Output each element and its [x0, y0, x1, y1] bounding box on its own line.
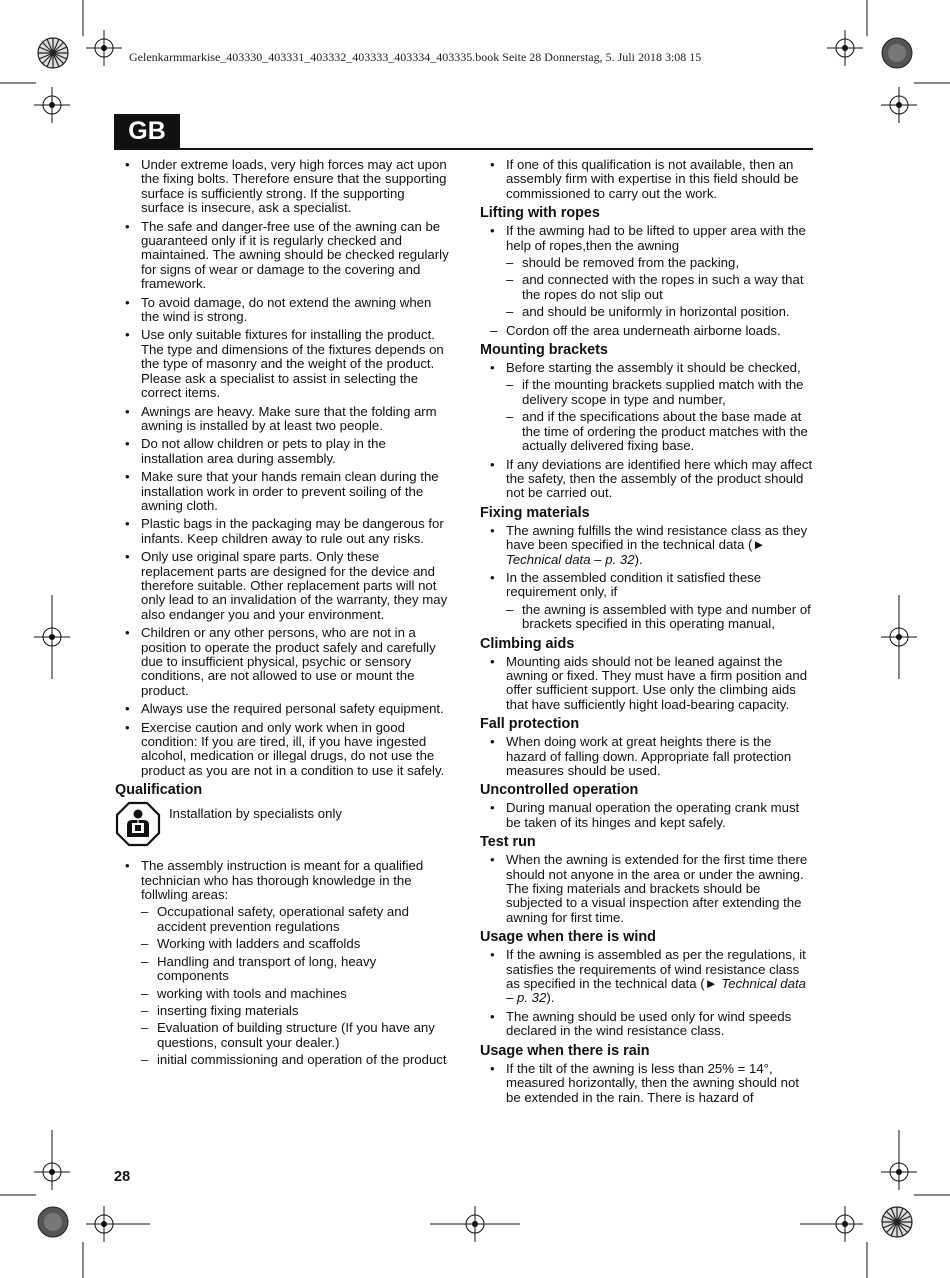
list-item: • The safe and danger-free use of the awning can be guaranteed only if it is regularly checked and maintained. The awning should be checked regularly for signs of wear or damage to the covering and framework.	[115, 220, 450, 292]
left-column	[115, 158, 450, 1072]
safety-list	[115, 158, 450, 778]
fixing-list	[480, 524, 814, 632]
list-item: – and connected with the ropes in such a way that the ropes do not slip out	[506, 273, 814, 302]
mounting-intro: Before starting the assembly it should be checked,	[506, 360, 801, 376]
uncontrolled-list	[480, 801, 814, 830]
fall-list	[480, 735, 814, 778]
arrow-right-icon: ►	[704, 976, 718, 992]
list-item: – Working with ladders and scaffolds	[141, 937, 450, 951]
test-run-list	[480, 853, 814, 925]
uncontrolled-heading: Uncontrolled operation	[480, 782, 639, 799]
arrow-right-icon: ►	[752, 537, 766, 553]
list-item: • Use only suitable fixtures for installing the product. The type and dimensions of the fixtures depends on the type of masonry and the weight of the product. Please ask a specialist to assist in selecting the correct items.	[115, 328, 450, 400]
fixing-text-end: ).	[634, 551, 643, 567]
list-item: • Make sure that your hands remain clean during the installation work in order to prevent soiling of the awning cloth.	[115, 470, 450, 513]
specialist-caption: Installation by specialists only	[169, 806, 342, 822]
rain-list	[480, 1062, 814, 1105]
technical-data-link[interactable]: Technical data – p. 32	[506, 976, 806, 1006]
technical-data-link[interactable]: Technical data – p. 32	[506, 551, 635, 567]
list-item: • Plastic bags in the packaging may be dangerous for infants. Keep children away to rule out any risks.	[115, 517, 450, 546]
lifting-intro: If the awming had to be lifted to upper area with the help of ropes,then the awning	[506, 223, 806, 253]
list-item: – working with tools and machines	[141, 987, 450, 1001]
test-run-heading: Test run	[480, 834, 536, 851]
list-item: • If the tilt of the awning is less than 25% = 14°, measured horizontally, then the awning should not be extended in the rain. There is hazard of	[480, 1062, 814, 1105]
list-item	[480, 524, 814, 567]
fixing-sub	[506, 603, 814, 632]
climbing-list	[480, 655, 814, 713]
print-header: Gelenkarmmarkise_403330_403331_403332_403333_403334_403335.book Seite 28 Donnerstag, 5. Juli 2018 3:08 15	[129, 50, 702, 64]
list-item: – inserting fixing materials	[141, 1004, 450, 1018]
header-rule	[114, 148, 813, 150]
fall-heading: Fall protection	[480, 716, 580, 733]
wind-list	[480, 948, 814, 1038]
list-item: • Only use original spare parts. Only these replacement parts are designed for the device and therefore suitable. Other replacement parts will not only lead to an invalidation of the warranty, they may also endanger you and your environment.	[115, 550, 450, 622]
qualification-notice	[115, 801, 450, 847]
cordon-list	[490, 324, 814, 338]
wind-text: If the awning is assembled as per the regulations, it satisfies the requirements of wind resistance class as specified in the technical data (	[506, 947, 806, 992]
list-item: • Do not allow children or pets to play in the installation area during assembly.	[115, 437, 450, 466]
mounting-list	[480, 361, 814, 501]
rain-heading: Usage when there is rain	[480, 1042, 650, 1059]
wind-text-end: ).	[546, 990, 555, 1006]
list-item	[115, 859, 450, 1067]
list-item: • To avoid damage, do not extend the awning when the wind is strong.	[115, 296, 450, 325]
list-item: – Handling and transport of long, heavy components	[141, 955, 450, 984]
qualification-list	[115, 859, 450, 1067]
wind-heading: Usage when there is wind	[480, 929, 656, 946]
fixing-text: The awning fulfills the wind resistance class as they have been specified in the technical data (	[506, 522, 808, 553]
list-item	[480, 948, 814, 1006]
list-item: • If any deviations are identified here which may affect the safety, then the assembly of the product should not be carried out.	[480, 458, 814, 501]
list-item: • Mounting aids should not be leaned against the awning or fixed. They must have a firm position and offer sufficient support. Use only the climbing aids that have sufficiently hight load-bearing capacity.	[480, 655, 814, 713]
mounting-checks	[506, 378, 814, 453]
list-item: – if the mounting brackets supplied match with the delivery scope in type and number,	[506, 378, 814, 407]
qualification-areas	[141, 905, 450, 1067]
lifting-heading: Lifting with ropes	[480, 205, 600, 222]
list-item: – should be removed from the packing,	[506, 256, 814, 270]
list-item: • If one of this qualification is not available, then an assembly firm with expertise in this field should be commissioned to carry out the work.	[480, 158, 814, 201]
lifting-list	[480, 224, 814, 319]
list-item: • When the awning is extended for the first time there should not anyone in the area or under the awning. The fixing materials and brackets should be subjected to a visual inspection after extending the awning for first time.	[480, 853, 814, 925]
list-item: • When doing work at great heights there is the hazard of falling down. Appropriate fall protection measures should be used.	[480, 735, 814, 778]
list-item	[480, 571, 814, 632]
language-tab: GB	[114, 114, 180, 148]
list-item: • Children or any other persons, who are not in a position to operate the product safely and carefully due to insufficient physical, psychic or sensory conditions, are not allowed to use or mount the product.	[115, 626, 450, 698]
list-item: – Evaluation of building structure (If you have any questions, consult your dealer.)	[141, 1021, 450, 1050]
climbing-heading: Climbing aids	[480, 635, 575, 652]
qualification-heading: Qualification	[115, 782, 203, 799]
list-item: – and if the specifications about the base made at the time of ordering the product matches with the actually delivered fixing base.	[506, 410, 814, 453]
mounting-heading: Mounting brackets	[480, 342, 608, 359]
page-number: 28	[114, 1169, 131, 1185]
list-item: • Always use the required personal safety equipment.	[115, 702, 450, 716]
list-item: – Cordon off the area underneath airborne loads.	[490, 324, 814, 338]
list-item: – initial commissioning and operation of the product	[141, 1053, 450, 1067]
right-column	[480, 158, 814, 1109]
list-item: • Exercise caution and only work when in good condition: If you are tired, ill, if you have ingested alcohol, medication or illegal drugs, do not use the product as you are not in a condition to use it safely.	[115, 721, 450, 779]
list-item: – Occupational safety, operational safety and accident prevention regulations	[141, 905, 450, 934]
list-item	[480, 361, 814, 453]
qualification-intro: The assembly instruction is meant for a qualified technician who has thorough knowledge in the follwling areas:	[141, 858, 424, 903]
fixing-condition: In the assembled condition it satisfied these requirement only, if	[506, 569, 762, 600]
lifting-steps	[506, 256, 814, 320]
specialist-icon	[115, 801, 161, 847]
list-item	[480, 224, 814, 319]
qualification-continued-list	[480, 158, 814, 201]
fixing-heading: Fixing materials	[480, 504, 590, 521]
list-item: – the awning is assembled with type and number of brackets specified in this operating manual,	[506, 603, 814, 632]
list-item: • During manual operation the operating crank must be taken of its hinges and kept safely.	[480, 801, 814, 830]
list-item: • Awnings are heavy. Make sure that the folding arm awning is installed by at least two people.	[115, 405, 450, 434]
list-item: • The awning should be used only for wind speeds declared in the wind resistance class.	[480, 1010, 814, 1039]
list-item: • Under extreme loads, very high forces may act upon the fixing bolts. Therefore ensure that the supporting surface is sufficiently strong. If the supporting surface is insecure, ask a specialist.	[115, 158, 450, 216]
list-item: – and should be uniformly in horizontal position.	[506, 305, 814, 319]
